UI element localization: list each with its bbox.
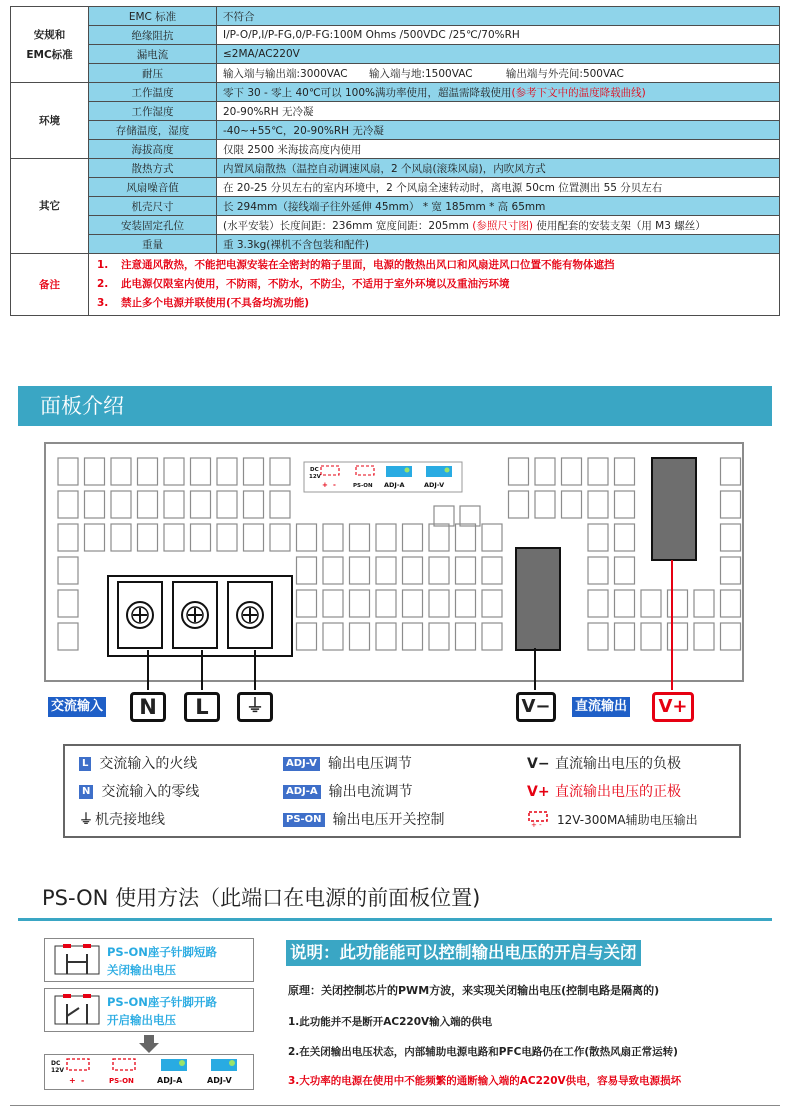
- spec-table: [10, 6, 780, 316]
- vent-slot: [164, 491, 184, 518]
- legend-tag: ADJ-V: [283, 757, 320, 771]
- pson-section-title: PS-ON 使用方法（此端口在电源的前面板位置): [18, 878, 772, 918]
- connector-strip-svg: [45, 1055, 253, 1089]
- vent-slot: [456, 623, 476, 650]
- vent-slot: [85, 458, 105, 485]
- remark-item: 1. 注意通风散热，不能把电源安装在全密封的箱子里面，电源的散热出风口和风扇进风口位置不能有物体遮挡: [97, 259, 615, 271]
- pson-principle: 原理：关闭控制芯片的PWM方波，来实现关闭输出电压(控制电路是隔离的): [288, 984, 660, 997]
- vent-slot: [138, 524, 158, 551]
- vent-slot: [641, 623, 661, 650]
- vent-slot: [588, 557, 608, 584]
- spec-value-text: 零下 30 - 零上 40℃可以 100%满功率使用，超温需降载使用: [223, 86, 512, 99]
- vent-slot: [323, 557, 343, 584]
- vent-slot: [721, 557, 741, 584]
- vent-slot: [270, 458, 290, 485]
- vent-slot: [350, 557, 370, 584]
- vent-slot: [588, 623, 608, 650]
- strip-12v: 12V: [51, 1067, 64, 1074]
- vent-slot: [562, 458, 582, 485]
- vminus-output-bar: [516, 548, 560, 650]
- spec-value: [217, 83, 780, 102]
- withstand-3: 输出端与外壳间:500VAC: [505, 67, 624, 80]
- vent-slot: [509, 491, 529, 518]
- legend-box: [63, 744, 741, 838]
- vent-slot: [376, 590, 396, 617]
- vent-slot: [482, 623, 502, 650]
- legend-tag: ADJ-A: [283, 785, 321, 799]
- vent-slot: [58, 458, 78, 485]
- vent-slot: [297, 623, 317, 650]
- adja-knob: [405, 468, 410, 473]
- spec-item: 机壳尺寸: [89, 197, 217, 216]
- adjv-text: ADJ-V: [424, 481, 445, 489]
- vent-slot: [615, 524, 635, 551]
- vent-slot: [721, 590, 741, 617]
- vent-slot: [111, 491, 131, 518]
- vent-slot: [58, 524, 78, 551]
- vent-slot: [429, 590, 449, 617]
- legend-tag: L: [79, 757, 91, 771]
- vent-slot: [668, 590, 688, 617]
- spec-value: [217, 216, 780, 235]
- vent-slot: [85, 524, 105, 551]
- spec-tail: 使用配套的安装支架（用 M3 螺丝）: [536, 219, 706, 232]
- category-other: 其它: [11, 159, 89, 254]
- vent-slot: [456, 524, 476, 551]
- spec-value: 不符合: [217, 7, 780, 26]
- pson-point-3: 3.大功率的电源在使用中不能频繁的通断输入端的AC220V供电，容易导致电源损坏: [288, 1075, 682, 1087]
- vent-slot: [323, 623, 343, 650]
- vent-slot: [58, 590, 78, 617]
- vent-slot: [694, 623, 714, 650]
- spec-item: 存储温度，湿度: [89, 121, 217, 140]
- vent-slot: [350, 590, 370, 617]
- vplus-output-bar: [652, 458, 696, 560]
- remarks-list: [89, 254, 780, 316]
- vent-slot: [270, 524, 290, 551]
- vent-slot: [323, 590, 343, 617]
- vent-slot: [376, 557, 396, 584]
- vent-slot: [164, 458, 184, 485]
- vent-slot: [721, 458, 741, 485]
- category-remarks: 备注: [11, 254, 89, 316]
- legend-item: PS-ON 输出电压开关控制: [283, 810, 445, 830]
- vent-slot: [434, 506, 454, 526]
- vent-slot: [244, 458, 264, 485]
- vent-slot: [668, 623, 688, 650]
- vent-slot: [403, 623, 423, 650]
- pson-desc-title: 说明：此功能能可以控制输出电压的开启与关闭: [286, 940, 641, 966]
- spec-value-text: (水平安装）长度间距：236mm 宽度间距：205mm: [223, 219, 469, 232]
- vent-slot: [615, 623, 635, 650]
- shorted-pins-icon: [51, 940, 107, 982]
- vent-slot: [85, 491, 105, 518]
- pson-short-text: PS-ON座子针脚短路 关闭输出电压: [107, 945, 217, 977]
- spec-item: 绝缘阻抗: [89, 26, 217, 45]
- spec-value-withstand: [217, 64, 780, 83]
- vent-slot: [721, 524, 741, 551]
- spec-value: 内置风扇散热（温控自动调速风扇，2 个风扇(滚珠风扇)，内吹风方式: [217, 159, 780, 178]
- spec-value: -40~+55℃，20-90%RH 无冷凝: [217, 121, 780, 140]
- legend-item: V− 直流输出电压的负极: [527, 756, 681, 772]
- spec-value: 重 3.3kg(裸机不含包装和配件): [217, 235, 780, 254]
- vent-slot: [615, 557, 635, 584]
- vent-slot: [721, 623, 741, 650]
- vent-slot: [244, 524, 264, 551]
- vent-slot: [217, 458, 237, 485]
- open-pins-icon: [51, 990, 107, 1032]
- vent-slot: [694, 590, 714, 617]
- dc-text: DC: [310, 467, 319, 473]
- vent-slot: [58, 491, 78, 518]
- spec-item: EMC 标准: [89, 7, 217, 26]
- pson-open-text: PS-ON座子针脚开路 开启输出电压: [107, 995, 217, 1027]
- spec-note: (参照尺寸图): [472, 219, 533, 232]
- v12-text: 12V: [309, 474, 321, 480]
- vent-slot: [270, 491, 290, 518]
- ground-icon: ⏚: [237, 692, 273, 722]
- legend-item: V+ 直流输出电压的正极: [527, 784, 681, 800]
- legend-item: N 交流输入的零线: [79, 782, 199, 802]
- vent-slot: [111, 524, 131, 551]
- pson-open-state: [44, 988, 254, 1032]
- vent-slot: [297, 557, 317, 584]
- strip-dc: DC: [51, 1060, 61, 1067]
- spec-value: 长 294mm（接线端子往外延伸 45mm） * 宽 185mm * 高 65mm: [217, 197, 780, 216]
- vent-slot: [297, 524, 317, 551]
- vent-slot: [111, 458, 131, 485]
- vent-slot: [429, 623, 449, 650]
- legend-item: ADJ-A 输出电流调节: [283, 782, 413, 802]
- strip-minus: -: [81, 1076, 85, 1085]
- legend-item: ADJ-V 输出电压调节: [283, 754, 412, 774]
- pson-point-1: 1.此功能并不是断开AC220V输入端的供电: [288, 1016, 493, 1028]
- vent-slot: [217, 524, 237, 551]
- aux-connector-icon: [527, 810, 549, 828]
- strip-plus: +: [69, 1076, 76, 1085]
- vent-slot: [191, 491, 211, 518]
- vent-slot: [138, 491, 158, 518]
- pson-point-2: 2.在关闭输出电压状态，内部辅助电源电路和PFC电路仍在工作(散热风扇正常运转): [288, 1046, 678, 1058]
- vent-slot: [350, 524, 370, 551]
- vent-slot: [376, 524, 396, 551]
- legend-item: ⏚ 机壳接地线: [79, 812, 165, 828]
- vent-slot: [244, 491, 264, 518]
- vent-slot: [535, 458, 555, 485]
- spec-value: ≤2MA/AC220V: [217, 45, 780, 64]
- spec-note: (参考下文中的温度降载曲线): [511, 86, 646, 99]
- vent-slot: [164, 524, 184, 551]
- vent-slot: [58, 557, 78, 584]
- front-panel-diagram: [44, 442, 744, 682]
- panel-grid: [46, 444, 746, 684]
- vent-slot: [403, 590, 423, 617]
- spec-item: 海拔高度: [89, 140, 217, 159]
- spec-value: 仅限 2500 米海拔高度内使用: [217, 140, 780, 159]
- spec-item: 耐压: [89, 64, 217, 83]
- strip-adja: ADJ-A: [157, 1076, 183, 1085]
- svg-text:+ -: + -: [531, 821, 542, 828]
- arrow-down-icon: [139, 1035, 159, 1053]
- vent-slot: [615, 458, 635, 485]
- spec-item: 散热方式: [89, 159, 217, 178]
- vent-slot: [615, 491, 635, 518]
- vent-slot: [323, 524, 343, 551]
- withstand-2: 输入端与地:1500VAC: [368, 67, 473, 80]
- vent-slot: [456, 557, 476, 584]
- pson-text: PS-ON: [353, 483, 373, 489]
- legend-item: L 交流输入的火线: [79, 754, 197, 774]
- vent-slot: [403, 557, 423, 584]
- vent-slot: [721, 491, 741, 518]
- vent-slot: [588, 524, 608, 551]
- legend-item: + - 12V-300MA辅助电压输出: [527, 810, 698, 830]
- vent-slot: [482, 557, 502, 584]
- vent-slot: [429, 524, 449, 551]
- minus-text: -: [333, 481, 336, 489]
- terminal-vplus-label: V+: [652, 692, 694, 722]
- vent-slot: [641, 590, 661, 617]
- legend-tag: PS-ON: [283, 813, 325, 827]
- vent-slot: [403, 524, 423, 551]
- vent-slot: [509, 458, 529, 485]
- plus-text: +: [322, 481, 328, 489]
- vent-slot: [588, 458, 608, 485]
- spec-value: 20-90%RH 无冷凝: [217, 102, 780, 121]
- ac-input-label: 交流输入: [48, 697, 106, 717]
- vent-slot: [456, 590, 476, 617]
- vent-slot: [297, 590, 317, 617]
- vent-slot: [429, 557, 449, 584]
- terminal-l-label: L: [184, 692, 220, 722]
- dc-output-label: 直流输出: [572, 697, 630, 717]
- category-safety: 安规和 EMC标准: [11, 7, 89, 83]
- vent-slot: [217, 491, 237, 518]
- spec-item: 安装固定孔位: [89, 216, 217, 235]
- vent-slot: [482, 590, 502, 617]
- spec-item: 工作湿度: [89, 102, 217, 121]
- vent-slot: [482, 524, 502, 551]
- vent-slot: [191, 524, 211, 551]
- vent-slot: [460, 506, 480, 526]
- spec-item: 重量: [89, 235, 217, 254]
- panel-section-title: 面板介绍: [18, 386, 772, 426]
- ground-icon: ⏚: [79, 812, 93, 828]
- adjv-knob: [445, 468, 450, 473]
- vent-slot: [588, 491, 608, 518]
- category-environment: 环境: [11, 83, 89, 159]
- vent-slot: [562, 491, 582, 518]
- spec-item: 工作温度: [89, 83, 217, 102]
- strip-adjv: ADJ-V: [207, 1076, 232, 1085]
- legend-tag: N: [79, 785, 93, 799]
- spec-value: I/P-O/P,I/P-FG,0/P-FG:100M Ohms /500VDC /25℃/70%RH: [217, 26, 780, 45]
- withstand-1: 输入端与输出端:3000VAC: [223, 67, 348, 80]
- terminal-vminus-label: V−: [516, 692, 556, 722]
- remark-item: 3. 禁止多个电源并联使用(不具备均流功能): [97, 297, 310, 309]
- spec-item: 漏电流: [89, 45, 217, 64]
- vent-slot: [58, 623, 78, 650]
- vent-slot: [138, 458, 158, 485]
- remark-item: 2. 此电源仅限室内使用，不防雨，不防水，不防尘，不适用于室外环境以及重油污环境: [97, 278, 510, 290]
- pson-connector-strip: [44, 1054, 254, 1090]
- spec-item: 风扇噪音值: [89, 178, 217, 197]
- strip-pson: PS-ON: [109, 1077, 134, 1085]
- adja-text: ADJ-A: [384, 481, 405, 489]
- vent-slot: [350, 623, 370, 650]
- vent-slot: [535, 491, 555, 518]
- bottom-divider: [10, 1105, 780, 1106]
- spec-value: 在 20-25 分贝左右的室内环境中，2 个风扇全速转动时，离电源 50cm 位置测出 55 分贝左右: [217, 178, 780, 197]
- pson-section-underline: [18, 918, 772, 921]
- vent-slot: [376, 623, 396, 650]
- vent-slot: [191, 458, 211, 485]
- terminal-n-label: N: [130, 692, 166, 722]
- vent-slot: [615, 590, 635, 617]
- vent-slot: [588, 590, 608, 617]
- pson-short-state: [44, 938, 254, 982]
